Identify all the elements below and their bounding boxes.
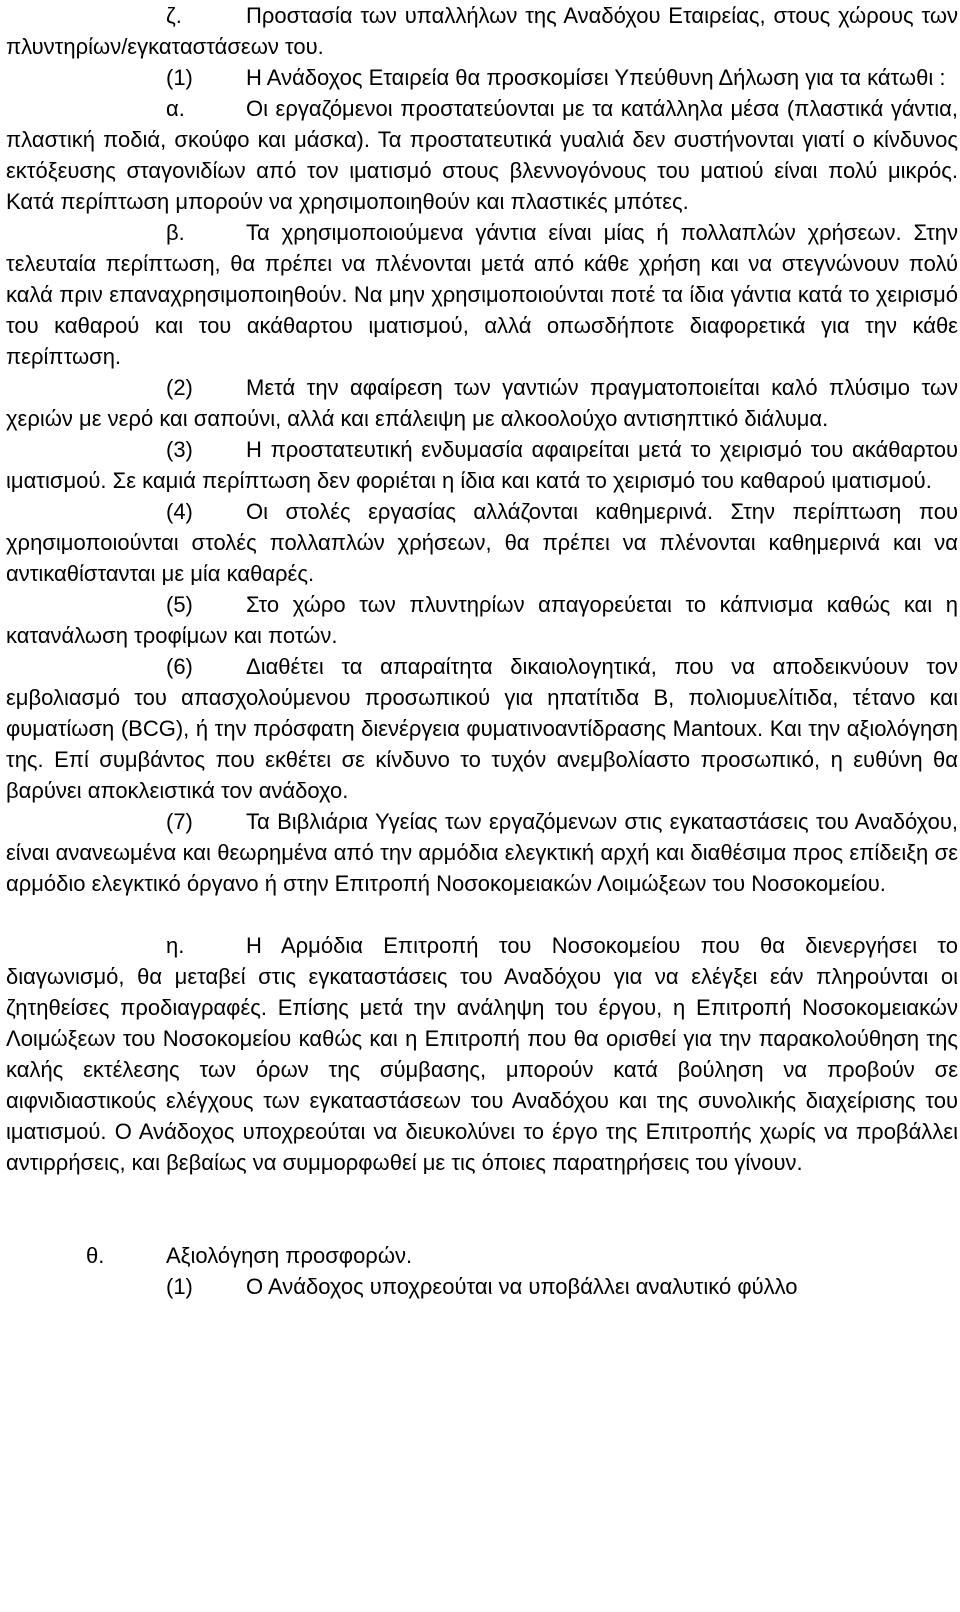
z-item-1-text: Η Ανάδοχος Εταιρεία θα προσκομίσει Υπεύθυνη Δήλωση για τα κάτωθι : (246, 65, 946, 90)
z-item-b-text: Τα χρησιμοποιούμενα γάντια είναι μίας ή πολλαπλών χρήσεων. Στην τελευταία περίπτωση, θα πρέπει να πλένονται μετά από κάθε χρήση και να στεγνώνουν πολύ καλά πριν επαναχρησιμοποιηθούν. Να μην χρησιμοποιούνται ποτέ τα ίδια γάντια κατά το χειρισμό του καθαρού και του ακάθαρτου ιματισμού, αλλά οπωσδήποτε διαφορετικά για την κάθε περίπτωση. (6, 220, 958, 369)
th-item-1-text: Ο Ανάδοχος υποχρεούται να υποβάλλει αναλυτικό φύλλο (246, 1274, 798, 1299)
section-th-heading (6, 1240, 958, 1271)
z-item-5-label: (5) (166, 592, 193, 617)
z-item-5-paragraph (6, 589, 958, 651)
z-item-1-label: (1) (166, 65, 193, 90)
document-page (6, 0, 958, 1302)
z-item-b-label: β. (166, 220, 185, 245)
section-z-paragraph (6, 0, 958, 62)
th-item-1-paragraph (6, 1271, 958, 1302)
z-item-3-paragraph (6, 434, 958, 496)
z-item-a-label: α. (166, 96, 185, 121)
z-item-3-label: (3) (166, 437, 193, 462)
z-item-6-label: (6) (166, 654, 193, 679)
z-item-4-text: Οι στολές εργασίας αλλάζονται καθημερινά. Στην περίπτωση που χρησιμοποιούνται στολές πολλαπλών χρήσεων, θα πρέπει να πλένονται καθημερινά και να αντικαθίστανται με μία καθαρές. (6, 499, 958, 586)
section-th-text: Αξιολόγηση προσφορών. (166, 1243, 413, 1268)
z-item-1-paragraph (6, 62, 958, 93)
section-h-text: Η Αρμόδια Επιτροπή του Νοσοκομείου που θα διενεργήσει το διαγωνισμό, θα μεταβεί στις εγκαταστάσεις του Αναδόχου για να ελέγξει εάν πληρούνται οι ζητηθείσες προδιαγραφές. Επίσης μετά την ανάληψη του έργου, η Επιτροπή Νοσοκομειακών Λοιμώξεων του Νοσοκομείου καθώς και η Επιτροπή που θα ορισθεί για την παρακολούθηση της καλής εκτέλεσης των όρων της σύμβασης, μπορούν κατά βούληση να προβούν σε αιφνιδιαστικούς ελέγχους των εγκαταστάσεων του Αναδόχου και της συνολικής διαχείρισης του ιματισμού. Ο Ανάδοχος υποχρεούται να διευκολύνει το έργο της Επιτροπής χωρίς να προβάλλει αντιρρήσεις, και βεβαίως να συμμορφωθεί με τις όποιες παρατηρήσεις του γίνουν. (6, 933, 958, 1175)
z-item-2-text: Μετά την αφαίρεση των γαντιών πραγματοποιείται καλό πλύσιμο των χεριών με νερό και σαπούνι, αλλά και επάλειψη με αλκοολούχο αντισηπτικό διάλυμα. (6, 375, 958, 431)
z-item-6-text: Διαθέτει τα απαραίτητα δικαιολογητικά, που να αποδεικνύουν τον εμβολιασμό του απασχολούμενου προσωπικού για ηπατίτιδα Β, πολιομυελίτιδα, τέτανο και φυματίωση (BCG), ή την πρόσφατη διενέργεια φυματινοαντίδρασης Mantoux. Και την αξιολόγηση της. Επί συμβάντος που εκθέτει σε κίνδυνο το τυχόν ανεμβολίαστο προσωπικό, η ευθύνη θα βαρύνει αποκλειστικά τον ανάδοχο. (6, 654, 958, 803)
section-th-label: θ. (86, 1243, 105, 1268)
z-item-4-paragraph (6, 496, 958, 589)
section-z-text: Προστασία των υπαλλήλων της Αναδόχου Εταιρείας, στους χώρους των πλυντηρίων/εγκαταστάσεων του. (6, 3, 958, 59)
z-item-4-label: (4) (166, 499, 193, 524)
z-item-b-paragraph (6, 217, 958, 372)
section-h-paragraph (6, 930, 958, 1178)
th-item-1-label: (1) (166, 1274, 193, 1299)
z-item-7-text: Τα Βιβλιάρια Υγείας των εργαζόμενων στις εγκαταστάσεις του Αναδόχου, είναι ανανεωμένα και θεωρημένα από την αρμόδια ελεγκτική αρχή και διαθέσιμα προς επίδειξη σε αρμόδιο ελεγκτικό όργανο ή στην Επιτροπή Νοσοκομειακών Λοιμώξεων του Νοσοκομείου. (6, 809, 958, 896)
z-item-6-paragraph (6, 651, 958, 806)
z-item-7-paragraph (6, 806, 958, 899)
z-item-a-paragraph (6, 93, 958, 217)
z-item-2-paragraph (6, 372, 958, 434)
z-item-2-label: (2) (166, 375, 193, 400)
section-z-label: ζ. (166, 3, 182, 28)
z-item-3-text: Η προστατευτική ενδυμασία αφαιρείται μετά το χειρισμό του ακάθαρτου ιματισμού. Σε καμιά περίπτωση δεν φοριέται η ίδια και κατά το χειρισμό του καθαρού ιματισμού. (6, 437, 958, 493)
z-item-7-label: (7) (166, 809, 193, 834)
z-item-a-text: Οι εργαζόμενοι προστατεύονται με τα κατάλληλα μέσα (πλαστικά γάντια, πλαστική ποδιά, σκούφο και μάσκα). Τα προστατευτικά γυαλιά δεν συστήνονται γιατί ο κίνδυνος εκτόξευσης σταγονιδίων από τον ιματισμό στους βλεννογόνους του ματιού είναι πολύ μικρός. Κατά περίπτωση μπορούν να χρησιμοποιηθούν και πλαστικές μπότες. (6, 96, 958, 214)
section-h-label: η. (166, 933, 185, 958)
z-item-5-text: Στο χώρο των πλυντηρίων απαγορεύεται το κάπνισμα καθώς και η κατανάλωση τροφίμων και ποτών. (6, 592, 958, 648)
